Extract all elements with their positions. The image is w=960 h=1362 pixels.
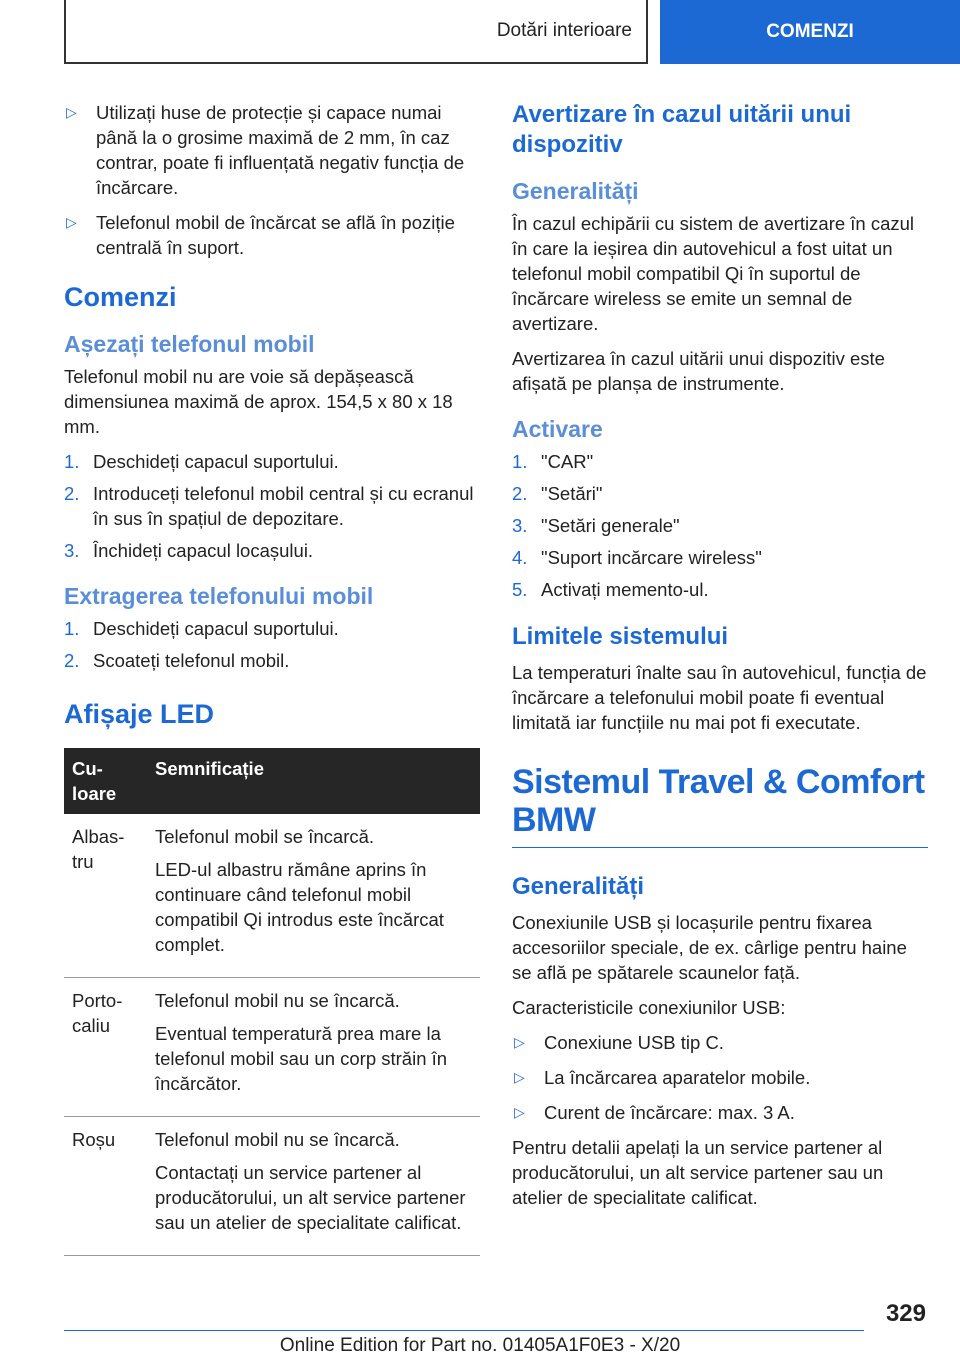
triangle-icon: ▷ — [514, 1104, 525, 1120]
heading-avertizare: Avertizare în cazul uitării unui dispozitiv — [512, 101, 852, 158]
triangle-icon: ▷ — [66, 104, 77, 120]
bullet-item: ▷ Telefonul mobil de încărcat se află în poziție centrală în suport. — [66, 212, 455, 258]
table-row — [64, 978, 480, 1117]
step-item: 2. Introduceți telefonul mobil central și cu ecranul în sus în spațiul de depozitare. — [64, 483, 474, 529]
right-column — [512, 100, 928, 1220]
step-item: 1. Deschideți capacul suportului. — [64, 618, 339, 639]
footer-edition: Online Edition for Part no. 01405A1F0E3 - X/20 — [279, 1335, 681, 1356]
heading-led: Afișaje LED — [64, 699, 215, 729]
cell-meaning: Telefonul mobil nu se încarcă. Eventual temperatură prea mare la telefonul mobil sau un corp străin în încărcător. — [147, 978, 480, 1117]
paragraph: Caracteristicile conexiunilor USB: — [512, 997, 786, 1018]
paragraph: Avertizarea în cazul uitării unui dispozitiv este afișată pe planșa de instrumente. — [512, 348, 885, 394]
triangle-icon: ▷ — [514, 1069, 525, 1085]
step-item: 1. Deschideți capacul suportului. — [64, 451, 339, 472]
heading-limite: Limitele sistemului — [512, 623, 729, 650]
heading-comenzi: Comenzi — [64, 282, 177, 312]
left-column — [64, 100, 480, 1256]
step-item: 2. "Setări" — [512, 483, 603, 504]
heading-activare: Activare — [512, 416, 603, 442]
cell-meaning: Telefonul mobil nu se încarcă. Contactați un service partener al producătorului, un alt service partener sau un atelier de specialitate calificat. — [147, 1117, 480, 1256]
step-item: 5. Activați memento-ul. — [512, 579, 709, 600]
cell-meaning: Telefonul mobil se încarcă. LED-ul albastru rămâne aprins în continuare când telefonul mobil compatibil Qi introdus este încărcat complet. — [147, 814, 480, 978]
step-item: 3. "Setări generale" — [512, 515, 680, 536]
heading-generalitati-2: Generalități — [512, 873, 645, 900]
section-title: Dotări interioare — [64, 0, 648, 64]
table-header-row — [64, 748, 480, 814]
step-item: 4. "Suport incărcare wireless" — [512, 547, 762, 568]
triangle-icon: ▷ — [514, 1034, 525, 1050]
step-item: 2. Scoateți telefonul mobil. — [64, 650, 290, 671]
heading-generalitati: Generalități — [512, 178, 639, 204]
paragraph: Conexiunile USB și locașurile pentru fixarea accesoriilor speciale, de ex. cârlige pentru haine se află pe spătarele scaunelor față. — [512, 912, 907, 983]
table-row — [64, 814, 480, 978]
heading-extragere: Extragerea telefonului mobil — [64, 583, 374, 609]
cell-color: Albas-tru — [64, 814, 147, 978]
paragraph: Pentru detalii apelați la un service partener al producătorului, un alt service partener sau un atelier de specialitate calificat. — [512, 1137, 884, 1208]
cell-color: Porto-caliu — [64, 978, 147, 1117]
cell-color: Roșu — [64, 1117, 147, 1256]
page-number: 329 — [885, 1300, 926, 1327]
paragraph: Telefonul mobil nu are voie să depășească dimensiunea maximă de aprox. 154,5 x 80 x 18 mm. — [64, 366, 453, 437]
bullet-item: ▷ La încărcarea aparatelor mobile. — [514, 1067, 811, 1088]
bullet-item: ▷ Utilizați huse de protecție și capace numai până la o grosime maximă de 2 mm, în caz contrar, poate fi influențată negativ funcția de încărcare. — [66, 102, 465, 198]
triangle-icon: ▷ — [66, 214, 77, 230]
column-header: Semnificație — [147, 748, 480, 814]
step-item: 1. "CAR" — [512, 451, 594, 472]
step-item: 3. Închideți capacul locașului. — [64, 540, 314, 561]
footer-divider — [64, 1330, 864, 1331]
bullet-item: ▷ Curent de încărcare: max. 3 A. — [514, 1102, 795, 1123]
heading-travel-comfort: Sistemul Travel & Comfort BMW — [512, 763, 928, 848]
bullet-item: ▷ Conexiune USB tip C. — [514, 1032, 724, 1053]
heading-asezati: Așezați telefonul mobil — [64, 331, 315, 357]
chapter-tab: COMENZI — [660, 0, 960, 64]
table-row — [64, 1117, 480, 1256]
paragraph: În cazul echipării cu sistem de avertizare în cazul în care la ieșirea din autovehicul a fost uitat un telefonul mobil compatibil Qi în suportul de încărcare wireless se emite un semnal de avertizare. — [512, 213, 915, 334]
page-header — [64, 0, 960, 64]
column-header: Cu-loare — [64, 748, 147, 814]
paragraph: La temperaturi înalte sau în autovehicul, funcția de încărcare a telefonului mobil poate fi eventual limitată iar funcțiile nu mai pot fi executate. — [512, 662, 927, 733]
led-table — [64, 748, 480, 1256]
